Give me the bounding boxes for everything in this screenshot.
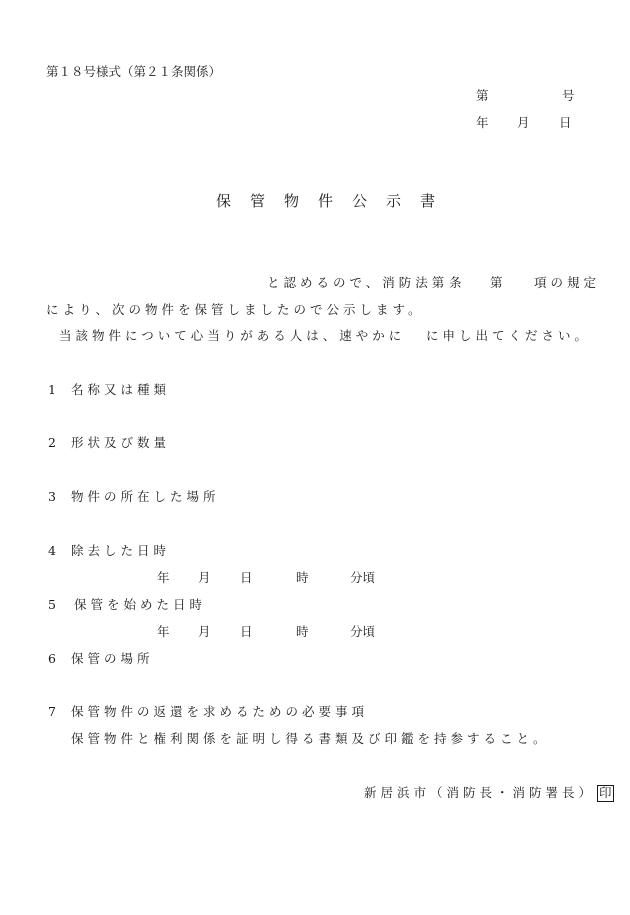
date-day: 日 — [559, 115, 572, 130]
item-label-name: 名称又は種類 — [71, 382, 171, 397]
body-line1-b: 条 — [449, 275, 462, 290]
body-line1-c: 第 — [490, 275, 503, 290]
body-p2-b: に申し出てください。 — [426, 328, 592, 343]
start-hour: 時 — [296, 624, 309, 639]
start-minute: 分頃 — [350, 624, 376, 639]
start-month: 月 — [198, 624, 211, 639]
removed-year: 年 — [157, 570, 170, 585]
item-label-storage-start: 保管を始めた日時 — [74, 597, 207, 612]
item-number: 4 — [48, 543, 56, 558]
item-number: 1 — [48, 382, 56, 397]
item-number: 6 — [48, 651, 56, 666]
item-label-return-requirements: 保管物件の返還を求めるための必要事項 — [71, 704, 369, 719]
item-number: 2 — [48, 435, 56, 450]
item-label-removed: 除去した日時 — [71, 543, 171, 558]
doc-number-suffix: 号 — [562, 88, 575, 103]
removed-month: 月 — [198, 570, 211, 585]
date-month: 月 — [517, 115, 530, 130]
item-label-location: 物件の所在した場所 — [71, 489, 220, 504]
removed-minute: 分頃 — [350, 570, 376, 585]
item7-detail: 保管物件と権利関係を証明し得る書類及び印鑑を持参すること。 — [71, 731, 550, 746]
removed-day: 日 — [240, 570, 253, 585]
body-line1-a: と認めるので、消防法第 — [267, 275, 449, 290]
issuer-name: 新居浜市（消防長・消防署長） — [364, 785, 596, 800]
body-line1-d: 項の規定 — [534, 275, 601, 290]
item-label-shape: 形状及び数量 — [71, 435, 171, 450]
item-number: 3 — [48, 489, 56, 504]
body-line2: により、次の物件を保管しましたので公示します。 — [46, 302, 425, 317]
date-year: 年 — [476, 115, 489, 130]
body-p2-a: 当該物件について心当りがある人は、速やかに — [59, 328, 406, 343]
removed-hour: 時 — [296, 570, 309, 585]
seal-mark: 印 — [599, 785, 612, 800]
form-number-label: 第１８号様式（第２１条関係） — [46, 64, 222, 79]
document-title: 保管物件公示書 — [216, 192, 455, 210]
item-number: 7 — [48, 704, 56, 719]
start-day: 日 — [240, 624, 253, 639]
item-number: 5 — [48, 597, 56, 612]
doc-number-prefix: 第 — [476, 88, 489, 103]
start-year: 年 — [157, 624, 170, 639]
item-label-storage-place: 保管の場所 — [71, 651, 154, 666]
issuer-line — [364, 785, 614, 802]
